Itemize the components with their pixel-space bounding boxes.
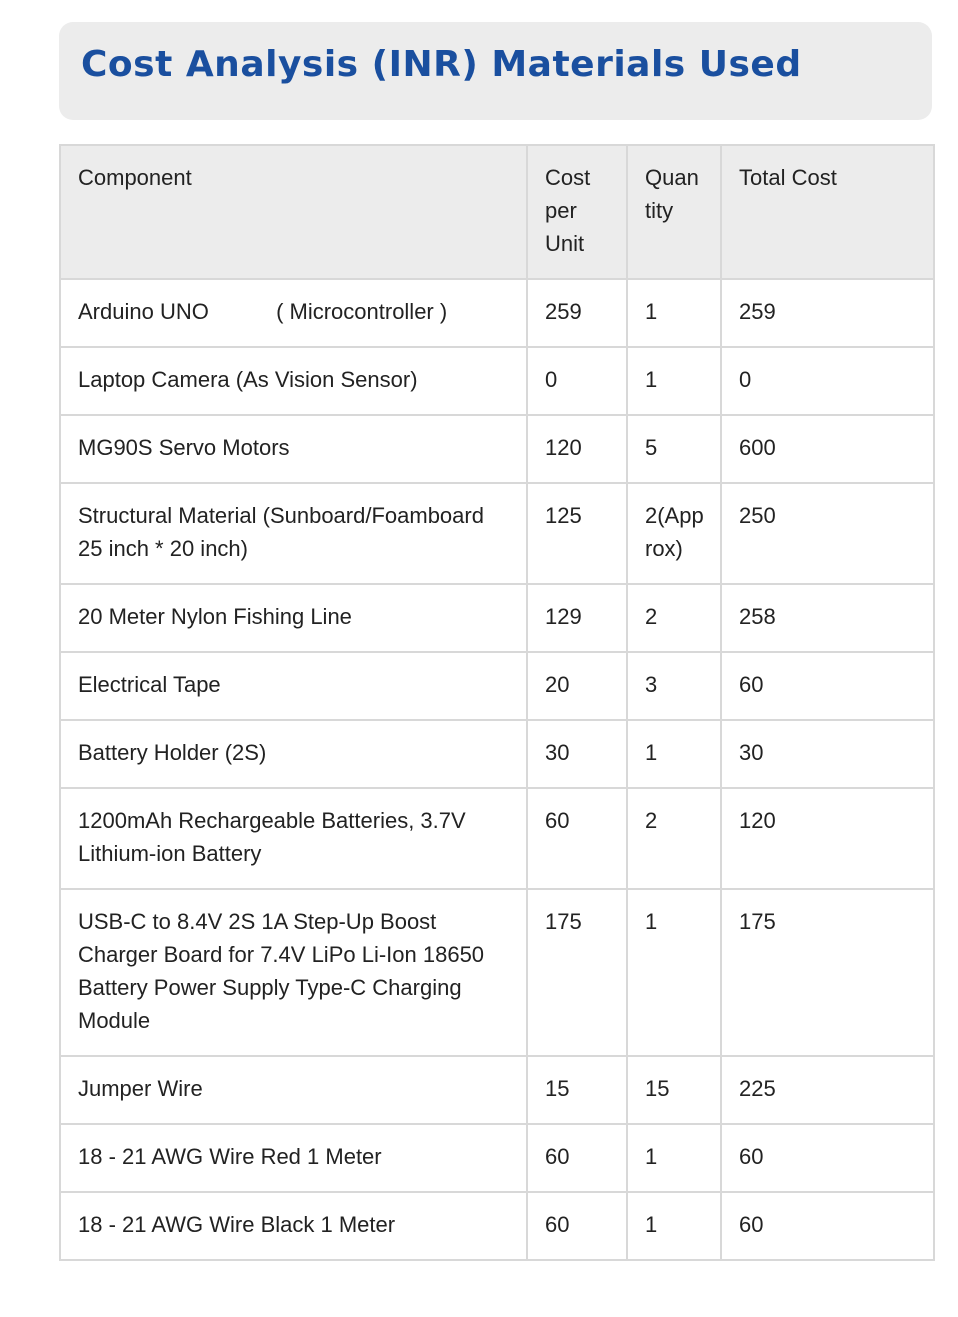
cell-component: Structural Material (Sunboard/Foamboard 25 inch * 20 inch) [60, 483, 527, 584]
cell-component: Laptop Camera (As Vision Sensor) [60, 347, 527, 415]
cost-table [59, 144, 935, 1261]
cell-total-cost: 259 [721, 279, 934, 347]
table-body [60, 279, 934, 1260]
table-row [60, 347, 934, 415]
cell-component: 20 Meter Nylon Fishing Line [60, 584, 527, 652]
cell-total-cost: 258 [721, 584, 934, 652]
cell-component: 18 - 21 AWG Wire Red 1 Meter [60, 1124, 527, 1192]
title-banner [59, 22, 932, 120]
cell-quantity: 2(Approx) [627, 483, 721, 584]
table-row [60, 1124, 934, 1192]
cell-cost-per-unit: 15 [527, 1056, 627, 1124]
header-row [60, 145, 934, 279]
cell-cost-per-unit: 0 [527, 347, 627, 415]
cell-quantity: 1 [627, 279, 721, 347]
cell-total-cost: 30 [721, 720, 934, 788]
cell-quantity: 1 [627, 1124, 721, 1192]
cell-total-cost: 600 [721, 415, 934, 483]
cell-cost-per-unit: 60 [527, 1192, 627, 1260]
cell-quantity: 1 [627, 1192, 721, 1260]
header-total-cost: Total Cost [721, 145, 934, 279]
table-row [60, 1192, 934, 1260]
cell-cost-per-unit: 20 [527, 652, 627, 720]
header-component: Component [60, 145, 527, 279]
cell-component: 18 - 21 AWG Wire Black 1 Meter [60, 1192, 527, 1260]
cell-quantity: 1 [627, 347, 721, 415]
cell-component: USB-C to 8.4V 2S 1A Step-Up Boost Charger Board for 7.4V LiPo Li-Ion 18650 Battery Power Supply Type-C Charging Module [60, 889, 527, 1056]
table-row [60, 584, 934, 652]
cell-total-cost: 0 [721, 347, 934, 415]
header-cost-per-unit: Cost per Unit [527, 145, 627, 279]
cell-component: Battery Holder (2S) [60, 720, 527, 788]
table-row [60, 889, 934, 1056]
cell-cost-per-unit: 60 [527, 1124, 627, 1192]
cell-cost-per-unit: 125 [527, 483, 627, 584]
table-row [60, 415, 934, 483]
table-row [60, 652, 934, 720]
cell-quantity: 5 [627, 415, 721, 483]
cell-component: 1200mAh Rechargeable Batteries, 3.7V Lithium-ion Battery [60, 788, 527, 889]
cell-quantity: 15 [627, 1056, 721, 1124]
cell-component: Arduino UNO ( Microcontroller ) [60, 279, 527, 347]
table-row [60, 279, 934, 347]
cell-total-cost: 120 [721, 788, 934, 889]
cell-total-cost: 60 [721, 1124, 934, 1192]
cell-quantity: 1 [627, 889, 721, 1056]
cell-cost-per-unit: 175 [527, 889, 627, 1056]
cell-total-cost: 175 [721, 889, 934, 1056]
table-row [60, 788, 934, 889]
cell-component: Jumper Wire [60, 1056, 527, 1124]
table-row [60, 1056, 934, 1124]
cell-total-cost: 60 [721, 1192, 934, 1260]
cell-quantity: 1 [627, 720, 721, 788]
cell-quantity: 2 [627, 788, 721, 889]
cell-total-cost: 250 [721, 483, 934, 584]
table-header [60, 145, 934, 279]
page-title: Cost Analysis (INR) Materials Used [81, 44, 802, 85]
cell-total-cost: 225 [721, 1056, 934, 1124]
header-quantity: Quan tity [627, 145, 721, 279]
cell-cost-per-unit: 120 [527, 415, 627, 483]
cell-total-cost: 60 [721, 652, 934, 720]
cell-quantity: 2 [627, 584, 721, 652]
cell-cost-per-unit: 30 [527, 720, 627, 788]
cell-component: MG90S Servo Motors [60, 415, 527, 483]
cell-cost-per-unit: 259 [527, 279, 627, 347]
cell-cost-per-unit: 129 [527, 584, 627, 652]
cell-cost-per-unit: 60 [527, 788, 627, 889]
cell-quantity: 3 [627, 652, 721, 720]
table-row [60, 720, 934, 788]
cell-component: Electrical Tape [60, 652, 527, 720]
table-row [60, 483, 934, 584]
